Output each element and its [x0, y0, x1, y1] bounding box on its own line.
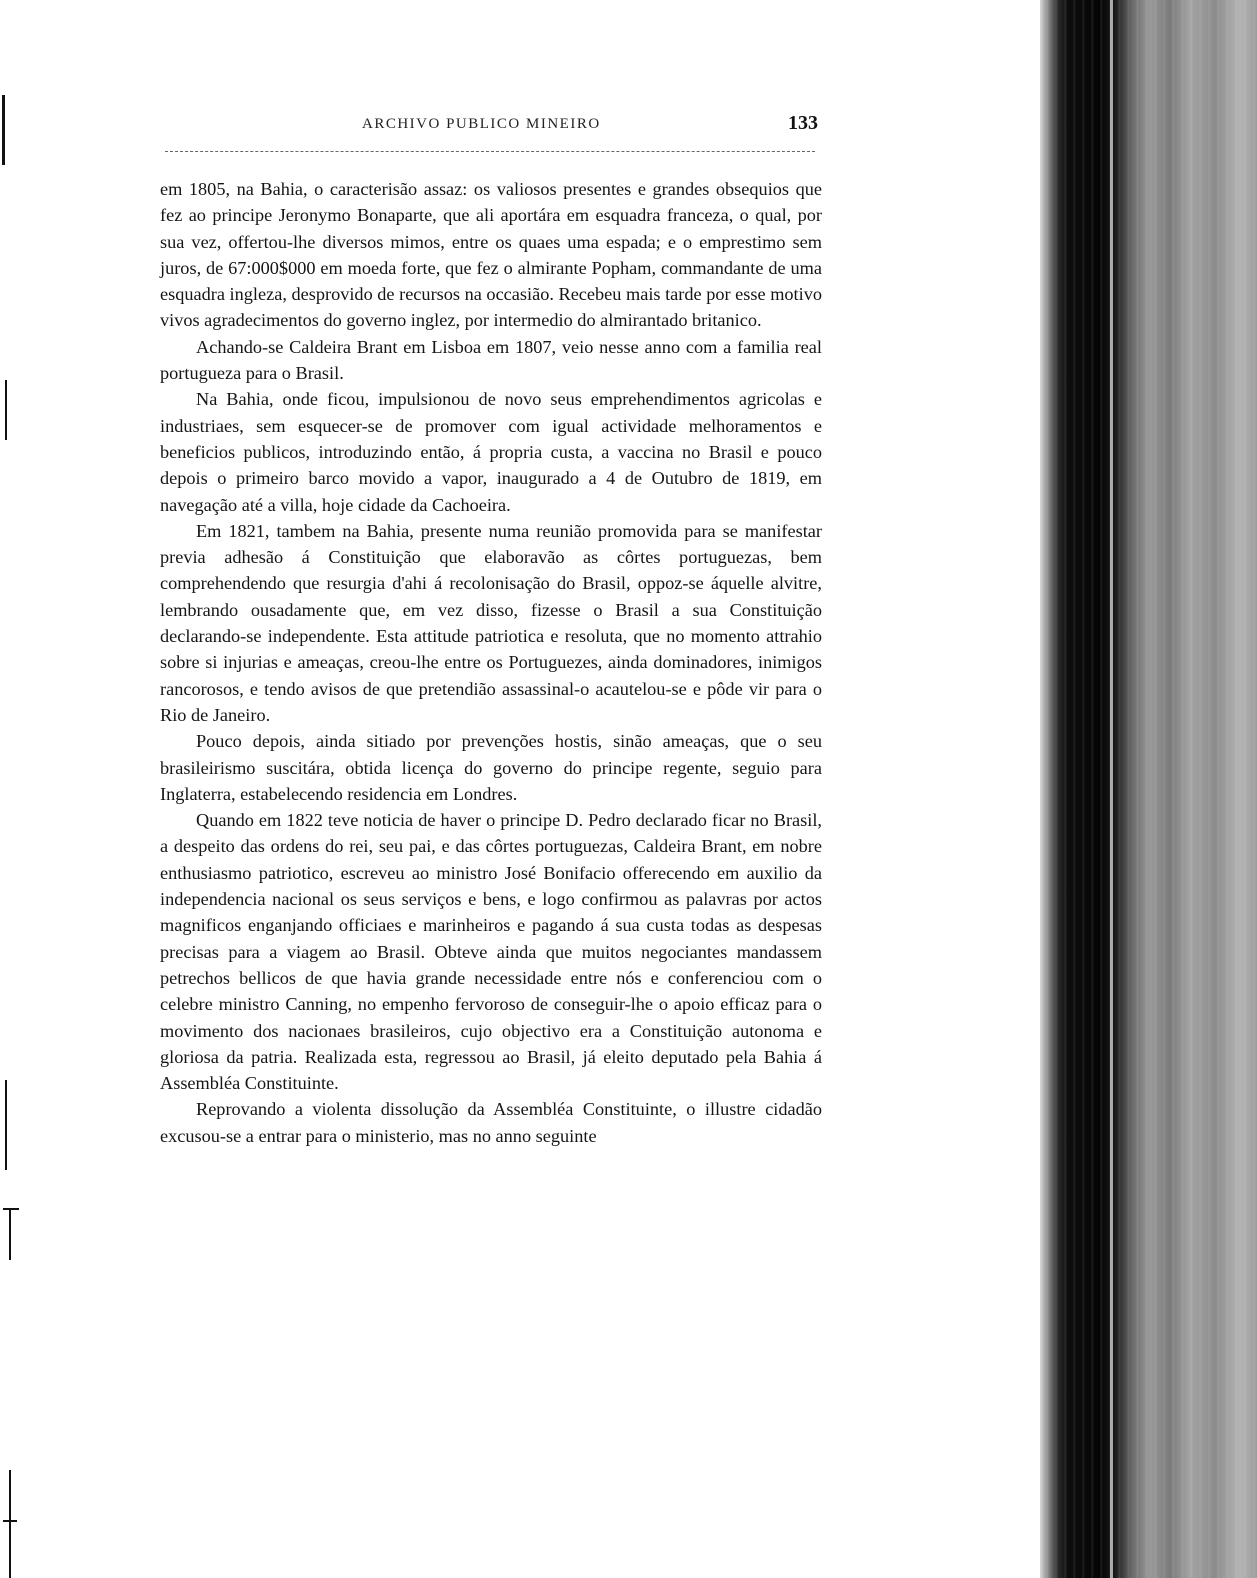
- paragraph: Em 1821, tambem na Bahia, presente numa reunião promovida para se manifestar previa adhesão á Constituição que elaboravão as côrtes portuguezas, bem comprehendendo que resurgia d'ahi á recolonisação do Brasil, oppoz-se áquelle alvitre, lembrando ousadamente que, em vez disso, fizesse o Brasil a sua Constituição declarando-se independente. Esta attitude patriotica e resoluta, que no momento attrahio sobre si injurias e ameaças, creou-lhe entre os Portuguezes, ainda dominadores, inimigos rancorosos, e tendo avisos de que pretendião assassinal-o acautelou-se e pôde vir para o Rio de Janeiro.: [160, 520, 822, 725]
- page-number: 133: [788, 112, 818, 134]
- paragraph: Na Bahia, onde ficou, impulsionou de novo seus emprehendimentos agricolas e industriaes, sem esquecer-se de promover com igual actividade melhoramentos e beneficios publicos, introduzindo então, á propria custa, a vaccina no Brasil e pouco depois o primeiro barco movido a vapor, inaugurado a 4 de Outubro de 1819, em navegação até a villa, hoje cidade da Cachoeira.: [160, 389, 822, 515]
- scan-edge-mark: [5, 380, 7, 440]
- body-text: [160, 176, 822, 1149]
- paragraph: em 1805, na Bahia, o caracterisão assaz: os valiosos presentes e grandes obsequios que fez ao principe Jeronymo Bonaparte, que ali aportára em esquadra franceza, o qual, por sua vez, offertou-lhe diversos mimos, entre os quaes uma espada; e o emprestimo sem juros, de 67:000$000 em moeda forte, que fez o almirante Popham, commandante de uma esquadra ingleza, desprovido de recursos na occasião. Recebeu mais tarde por esse motivo vivos agradecimentos do governo inglez, por intermedio do almirantado britanico.: [160, 179, 822, 331]
- scan-edge-mark: [9, 1210, 11, 1260]
- book-binding-edge: [1040, 0, 1257, 1578]
- binding-highlight: [1110, 0, 1113, 1578]
- paragraph: Achando-se Caldeira Brant em Lisboa em 1807, veio nesse anno com a familia real portugueza para o Brasil.: [160, 336, 822, 384]
- scan-edge-mark: [9, 1470, 11, 1578]
- header-divider: [165, 151, 815, 153]
- running-title: ARCHIVO PUBLICO MINEIRO: [362, 116, 601, 132]
- paragraph: Quando em 1822 teve noticia de haver o principe D. Pedro declarado ficar no Brasil, a despeito das ordens do rei, seu pai, e das côrtes portuguezas, Caldeira Brant, em nobre enthusiasmo patriotico, escreveu ao ministro José Bonifacio offerecendo em auxilio da independencia nacional os seus serviços e bens, e logo confirmou as palavras por actos magnificos enganjando officiaes e marinheiros e pagando á sua custa todas as despesas precisas para a viagem ao Brasil. Obteve ainda que muitos negociantes mandassem petrechos bellicos de que havia grande necessidade entre nós e conferenciou com o celebre ministro Canning, no empenho fervoroso de conseguir-lhe o apoio efficaz para o movimento dos nacionaes brasileiros, cujo objectivo era a Constituição autonoma e gloriosa da patria. Realizada esta, regressou ao Brasil, já eleito deputado pela Bahia á Assembléa Constituinte.: [160, 810, 822, 1094]
- page-header: [160, 112, 822, 140]
- scan-edge-mark: [3, 1208, 19, 1210]
- paragraph: Pouco depois, ainda sitiado por prevenções hostis, sinão ameaças, que o seu brasileirismo suscitára, obtida licença do governo do principe regente, seguio para Inglaterra, estabelecendo residencia em Londres.: [160, 731, 822, 804]
- scan-edge-mark: [3, 1520, 17, 1522]
- scan-edge-mark: [2, 95, 5, 165]
- paragraph: Reprovando a violenta dissolução da Assembléa Constituinte, o illustre cidadão excusou-se a entrar para o ministerio, mas no anno seguinte: [160, 1099, 822, 1146]
- scan-edge-mark: [5, 1080, 7, 1170]
